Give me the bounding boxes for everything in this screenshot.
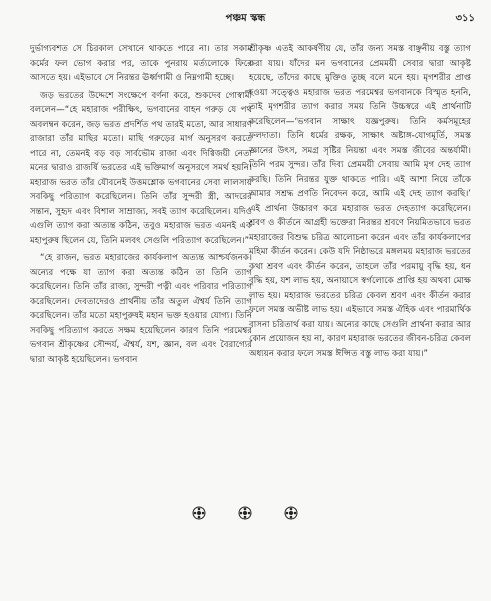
flower-ornament-icon	[238, 506, 252, 520]
paragraph: দুর্ভাগ্যবশত সে চিরকাল সেখানে থাকতে পারে না। তার সকাম কর্মের ফল ভোগ করার পর, তাকে পুনরায় মর্ত্যলোকে ফিরে আসতে হয়। এইভাবে সে নিরন্তর ঊর্ধ্বগামী ও নিম্নগামী হচ্ছে।	[30, 44, 252, 83]
left-column	[30, 42, 252, 370]
purport-paragraph: “হে রাজন, ভরত মহারাজের কার্যকলাপ অত্যন্ত আশ্চর্যজনক। অন্যের পক্ষে যা ত্যাগ করা অত্যন্ত কঠিন তা তিনি ত্যাগ করেছিলেন। তিনি তাঁর রাজ্য, সুন্দরী পত্নী এবং পরিবার পরিত্যাগ করেছিলেন। দেবতাদেরও প্রার্থনীয় তাঁর অতুল ঐশ্বর্য তিনি ত্যাগ করেছিলেন। তাঁর মতো মহাপুরুষই মহান ভক্ত হওয়ার যোগ্য। তিনি সবকিছু পরিত্যাগ করতে সক্ষম হয়েছিলেন কারণ তিনি পরমেশ্বর ভগবান শ্রীকৃষ্ণের সৌন্দর্য, ঐশ্বর্য, যশ, জ্ঞান, বল এবং বৈরাগ্যের দ্বারা আকৃষ্ট হয়েছিলেন। ভগবান	[30, 253, 252, 365]
footer-ornaments	[0, 506, 491, 526]
paragraph: শ্রীকৃষ্ণ এতই আকর্ষণীয় যে, তাঁর জন্য সমস্ত বাঞ্ছনীয় বস্তু ত্যাগ করা যায়। যাঁদের মন ভগবানের প্রেমময়ী সেবার দ্বারা আকৃষ্ট হয়েছে, তাঁদের কাছে মুক্তিও তুচ্ছ বলে মনে হয়। মৃগশরীর প্রাপ্ত হওয়া সত্ত্বেও মহারাজ ভরত পরমেশ্বর ভগবানকে বিস্মৃত হননি, তাই মৃগশরীর ত্যাগ করার সময় তিনি উচ্চস্বরে এই প্রার্থনাটি করেছিলেন—‘ভগবান সাক্ষাৎ যজ্ঞপুরুষ। তিনি কর্মসমূহের ফলদাতা। তিনি ধর্মের রক্ষক, সাক্ষাৎ অষ্টাঙ্গ-যোগমূর্তি, সমস্ত জ্ঞানের উৎস, সমগ্র সৃষ্টির নিয়ন্তা এবং সমস্ত জীবের অন্তর্যামী। তিনি পরম সুন্দর। তাঁর দিব্য প্রেমময়ী সেবায় আমি মৃগ দেহ ত্যাগ করছি। তিনি নিরন্তর যুক্ত থাকতে পারি। এই আশা নিয়ে তাঁকে আমার সশ্রদ্ধ প্রণতি নিবেদন করে, আমি এই দেহ ত্যাগ করছি।’ এই প্রার্থনা উচ্চারণ করে মহারাজ ভরত দেহত্যাগ করেছিলেন। শ্রবণ ও কীর্তনে আগ্রহী ভক্তেরা নিরন্তর শ্রবণে নিয়মিতভাবে ভরত মহারাজের বিশুদ্ধ চরিত্র আলোচনা করেন এবং তাঁর কার্যকলাপের মহিমা কীর্তন করেন। কেউ যদি নিষ্ঠাভরে মঙ্গলময় মহারাজ ভরতের কথা শ্রবণ এবং কীর্তন করেন, তাহলে তাঁর পরমায়ু বৃদ্ধি হয়, ধন বৃদ্ধি হয়, যশ লাভ হয়, অনায়াসে স্বর্গলোকে প্রাপ্তি হয় অথবা মোক্ষ লাভ হয়। মহারাজ ভরতের চরিত্র কেবল শ্রবণ এবং কীর্তন করার ফলে সমস্ত অভীষ্ট লাভ হয়। এইভাবে সমস্ত ঐহিক এবং পারমার্থিক বাসনা চরিতার্থ করা যায়। অন্যের কাছে সেগুলি প্রার্থনা করার আর কোন প্রয়োজন হয় না, কারণ মহারাজ ভরতের জীবন-চরিত্র কেবল অধ্যয়ন করার ফলে সমস্ত ঈপ্সিত বস্তু লাভ করা যায়।”	[249, 44, 472, 359]
right-column	[249, 42, 471, 364]
page-header	[0, 8, 491, 28]
flower-ornament-icon	[192, 506, 206, 520]
paragraph: জড় ভরতের উদ্দেশে সংক্ষেপে বর্ণনা করে, শুকদেব গোস্বামী বললেন—“হে মহারাজ পরীক্ষিৎ, ভগবানের বাহন গরুড় যে পথ অবলম্বন করেন, জড় ভরত প্রদর্শিত পথ তারই মতো, আর সাধারণ রাজারা তাঁর মাছির মতো। মাছি গরুড়ের মার্গ অনুসরণ করতে পারে না, তেমনই বড় বড় সার্বভৌম রাজা এবং দিগ্বিজয়ী নেতা মনের দ্বারাও রাজর্ষি ভরতের এই ভক্তিমার্গ অনুসরণে সমর্থ হয়নি। মহারাজ ভরত তাঁর যৌবনেই উত্তমশ্লোক ভগবানের সেবা লালসায় সবকিছু পরিত্যাগ করেছিলেন। তিনি তাঁর সুন্দরী স্ত্রী, আদরের সন্তান, সুহৃদ এবং বিশাল সাম্রাজ্য, সবই ত্যাগ করেছিলেন। যদিও এগুলি ত্যাগ করা অত্যন্ত কঠিন, তবুও মহারাজ ভরত এমনই এক মহাপুরুষ ছিলেন যে, তিনি মলবৎ সেগুলি পরিত্যাগ করেছিলেন।”	[30, 90, 252, 246]
page-number: ৩১১	[455, 13, 475, 24]
flower-ornament-icon	[284, 506, 298, 520]
page-title: পঞ্চম স্কন্ধ	[225, 13, 266, 24]
